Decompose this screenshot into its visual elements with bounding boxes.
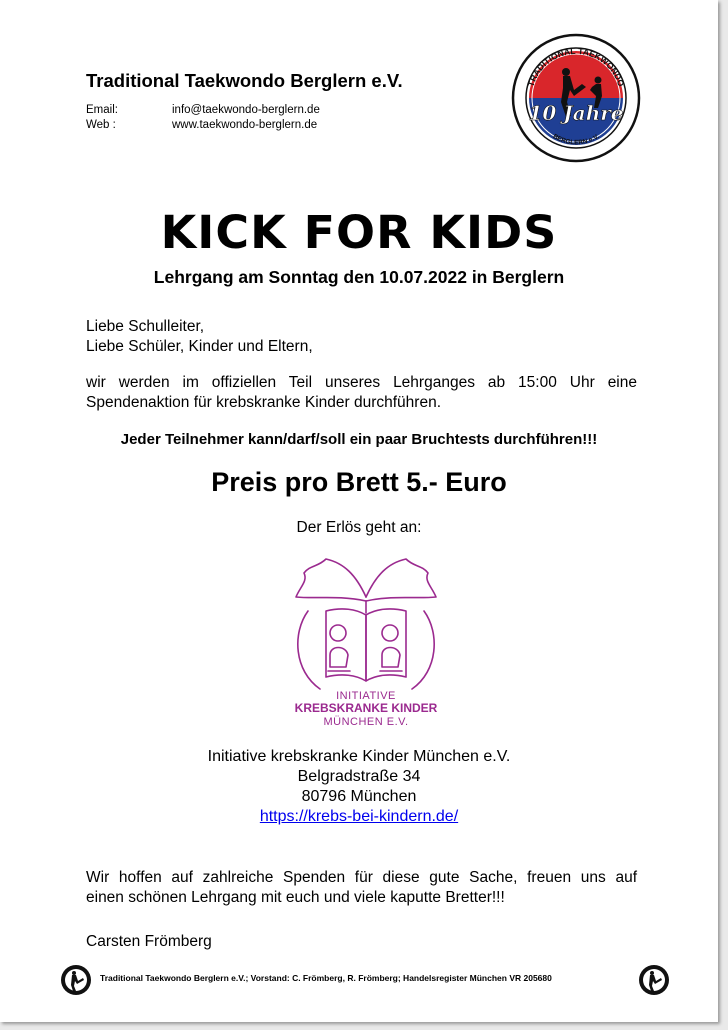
price-heading: Preis pro Brett 5.- Euro — [211, 467, 507, 497]
email-line — [86, 104, 320, 116]
footer-left-club-icon — [60, 964, 92, 996]
proceeds-label: Der Erlös geht an: — [296, 519, 422, 536]
web-line — [86, 119, 317, 131]
club-anniversary-badge — [510, 32, 642, 164]
charity-logo-line-1: INITIATIVE — [336, 690, 396, 702]
closing-line-2: einen schönen Lehrgang mit euch und viele kaputte Bretter!!! — [86, 889, 505, 906]
event-subtitle: Lehrgang am Sonntag den 10.07.2022 in Berglern — [153, 267, 565, 287]
intro-line-2: Spendenaktion für krebskranke Kinder durchführen. — [86, 394, 441, 411]
footer-right-club-icon — [638, 964, 670, 996]
charity-street: Belgradstraße 34 — [297, 768, 421, 785]
footer-legal-text: Traditional Taekwondo Berglern e.V.; Vorstand: C. Frömberg, R. Frömberg; Handelsregister München VR 205680 — [100, 973, 552, 983]
badge-arc-top: TRADITIONAL TAEKWONDO — [525, 45, 627, 88]
email-label: Email: — [86, 104, 118, 116]
charity-logo-line-2: KREBSKRANKE KINDER — [294, 701, 438, 715]
charity-logo-line-3: MÜNCHEN E.V. — [323, 716, 409, 728]
event-title: KICK FOR KIDS — [160, 206, 558, 259]
charity-city: 80796 München — [301, 788, 417, 805]
web-label: Web : — [86, 119, 116, 131]
organization-title: Traditional Taekwondo Berglern e.V. — [86, 70, 403, 91]
intro-line-1: wir werden im offiziellen Teil unseres Lehrganges ab 15:00 Uhr eine — [86, 374, 637, 391]
charity-name: Initiative krebskranke Kinder München e.V. — [207, 748, 511, 765]
greeting-line-2: Liebe Schüler, Kinder und Eltern, — [86, 338, 313, 355]
greeting-line-1: Liebe Schulleiter, — [86, 318, 205, 335]
web-value[interactable]: www.taekwondo-berglern.de — [172, 119, 318, 131]
charity-logo — [286, 553, 446, 731]
email-value[interactable]: info@taekwondo-berglern.de — [172, 104, 320, 116]
badge-script-text: 10 Jahre — [528, 101, 624, 125]
charity-website-link[interactable]: https://krebs-bei-kindern.de/ — [259, 808, 459, 825]
charity-url-line — [0, 808, 718, 826]
closing-line-1: Wir hoffen auf zahlreiche Spenden für diese gute Sache, freuen uns auf — [86, 869, 637, 886]
participant-note: Jeder Teilnehmer kann/darf/soll ein paar Bruchtests durchführen!!! — [120, 431, 598, 448]
badge-arc-bottom: BERGLERN e.V. — [551, 133, 601, 147]
signature: Carsten Frömberg — [86, 933, 212, 950]
